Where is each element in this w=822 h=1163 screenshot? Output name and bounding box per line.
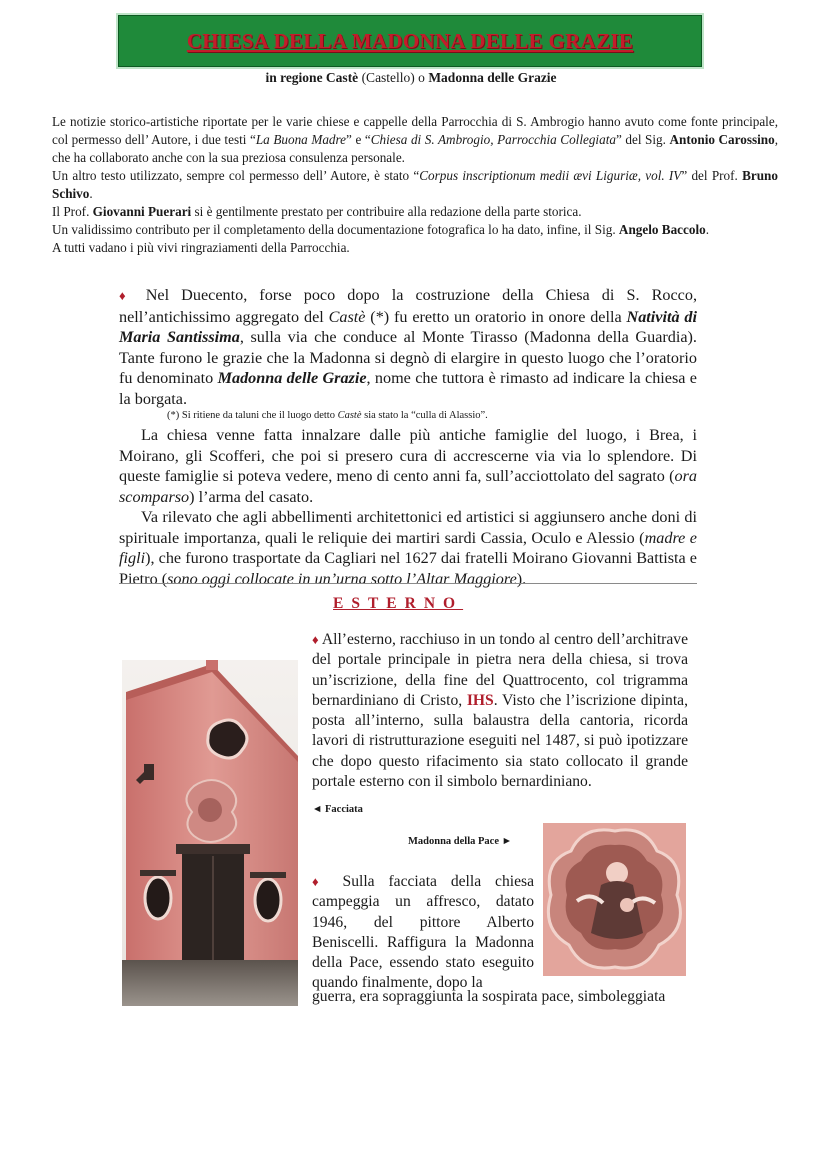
history-text: Nel Duecento, forse poco dopo la costruzione della Chiesa di S. Rocco, nell’antichissimo aggregato del	[119, 286, 697, 326]
sources-section	[52, 113, 778, 257]
subtitle-connector: (Castello) o	[358, 70, 429, 85]
author-name: Giovanni Puerari	[92, 204, 192, 219]
history-section	[119, 285, 697, 589]
history-text: , nome che tuttora è rimasto ad indicare la chiesa e la borgata.	[119, 369, 697, 408]
ihs-trigram: IHS	[466, 691, 494, 709]
history-text: ), che furono trasportate da Cagliari nel 1627 dai fratelli Moirano Giovanni Battista e Pietro (	[119, 549, 697, 588]
sources-paragraph	[52, 113, 778, 167]
sources-text: Un altro testo utilizzato, sempre col permesso dell’ Autore, è stato “	[52, 168, 420, 183]
sources-paragraph	[52, 221, 778, 239]
author-name: Antonio Carossino	[669, 132, 775, 147]
child-head	[620, 898, 634, 912]
esterno-paragraph	[312, 872, 534, 994]
footnote-text: sia stato la “culla di Alassio”.	[361, 410, 488, 421]
history-text: Va rilevato che agli abbellimenti architettonici ed artistici si aggiunsero anche doni di spirituale importanza, quali le reliquie dei martiri sardi Cassia, Oculo e Alessio (	[119, 508, 697, 547]
history-text: , sulla via che conduce al Monte Tirasso (Madonna della Guardia). Tante furono le grazie che la Madonna si degnò di elargire in questo luogo che l’oratorio fu denominato	[119, 328, 697, 387]
emphasis: Castè	[328, 307, 366, 326]
author-name: Bruno Schivo	[52, 168, 778, 201]
history-paragraph	[119, 285, 697, 409]
book-title: Corpus inscriptionum medii ævi Liguriæ, vol. IV	[419, 168, 682, 183]
bullet-diamond-icon: ♦	[312, 632, 319, 647]
left-window-hood	[140, 870, 176, 876]
history-text: (*) fu eretto un oratorio in onore della	[365, 307, 627, 326]
subtitle-region: in regione Castè	[265, 70, 359, 85]
sources-text: Le notizie storico-artistiche riportate per le varie chiese e cappelle della Parrocchia di S. Ambrogio hanno avuto come fonte principale, col permesso dell’ Autore, i due testi “	[52, 114, 778, 147]
sources-text: .	[705, 222, 710, 237]
left-oval-window	[145, 877, 171, 919]
quatrefoil-window	[208, 720, 247, 758]
sources-text: .	[89, 186, 93, 201]
sources-text: si è gentilmente prestato per contribuire alla redazione della parte storica.	[191, 204, 582, 219]
sources-text: ” del Sig.	[615, 132, 670, 147]
right-window-hood	[250, 872, 286, 878]
bell-finial	[206, 660, 218, 670]
history-text: La chiesa venne fatta innalzare dalle più antiche famiglie del luogo, i Brea, i Moirano, gli Scofferi, che poi si presero cura di accrescerne via via lo splendore. Di queste famiglie si poteva vedere, meno di cento anni fa, sull’acciottolato del sagrato (	[119, 426, 697, 485]
history-paragraph	[119, 507, 697, 589]
sources-text: , che ha collaborato anche con la sua preziosa consulenza personale.	[52, 132, 779, 165]
history-paragraph	[119, 425, 697, 507]
emphasis: madre e figli	[119, 528, 697, 567]
subtitle-name: Madonna delle Grazie	[428, 70, 557, 85]
author-name: Angelo Baccolo	[618, 222, 706, 237]
madonna-head	[606, 862, 628, 884]
ground	[122, 960, 298, 1006]
esterno-heading: ESTERNO	[333, 595, 464, 612]
emphasis: ora scomparso	[119, 467, 697, 506]
esterno-text: Sulla facciata della chiesa campeggia un affresco, datato 1946, del pittore Alberto Beniscelli. Raffigura la Madonna della Pace, essendo stato eseguito quando finalmente, dopo la	[312, 873, 534, 992]
page-title: CHIESA DELLA MADONNA DELLE GRAZIE	[186, 28, 634, 53]
history-text: ).	[516, 569, 527, 588]
book-title: La Buona Madre	[255, 132, 347, 147]
fresco-figure	[198, 798, 222, 822]
right-oval-window	[255, 879, 281, 921]
title-banner	[118, 15, 702, 67]
sources-paragraph	[52, 203, 778, 221]
esterno-text: All’esterno, racchiuso in un tondo al centro dell’architrave del portale principale in pietra nera della chiesa, si trova un’iscrizione, della fine del Quattrocento, col trigramma bernardiniano di Cristo,	[312, 631, 688, 709]
subtitle	[0, 70, 822, 86]
book-title: Chiesa di S. Ambrogio, Parrocchia Collegiata	[370, 132, 616, 147]
bullet-diamond-icon: ♦	[119, 288, 134, 303]
footnote	[167, 409, 697, 423]
madonna-pace-photo	[543, 823, 686, 976]
esterno-text-line: guerra, era sopraggiunta la sospirata pace, simboleggiata	[312, 988, 666, 1005]
footnote-text: (*) Si ritiene da taluni che il luogo detto	[167, 410, 338, 421]
emphasis: Castè	[337, 410, 362, 421]
sources-text: ” e “	[346, 132, 371, 147]
section-divider	[119, 583, 697, 584]
portal-lintel	[176, 844, 250, 854]
madonna-caption: Madonna della Pace ►	[408, 836, 513, 847]
emphasis: sono oggi collocate in un’urna sotto l’Altar Maggiore	[167, 569, 517, 588]
bullet-diamond-icon: ♦	[312, 874, 329, 889]
emphasis: Madonna delle Grazie	[217, 369, 367, 387]
sources-text: Il Prof.	[52, 204, 93, 219]
esterno-text: . Visto che l’iscrizione dipinta, posta all’interno, sulla balaustra della cantoria, ricorda lavori di ristrutturazione eseguiti nel 1487, si può ipotizzare che dopo questo rifacimento sia stato collocato il grande portale esterno con il simbolo bernardiniano.	[312, 691, 688, 791]
sources-thanks: A tutti vadano i più vivi ringraziamenti della Parrocchia.	[52, 240, 350, 255]
sources-text: Un validissimo contributo per il completamento della documentazione fotografica lo ha dato, infine, il Sig.	[52, 222, 619, 237]
history-text: ) l’arma del casato.	[189, 487, 314, 506]
facciata-caption: ◄ Facciata	[312, 804, 363, 815]
facade-photo	[122, 660, 298, 1006]
emphasis: Natività di Maria Santissima	[119, 307, 697, 346]
esterno-paragraph	[312, 630, 688, 792]
sources-text: ” del Prof.	[681, 168, 743, 183]
sources-paragraph	[52, 167, 778, 203]
